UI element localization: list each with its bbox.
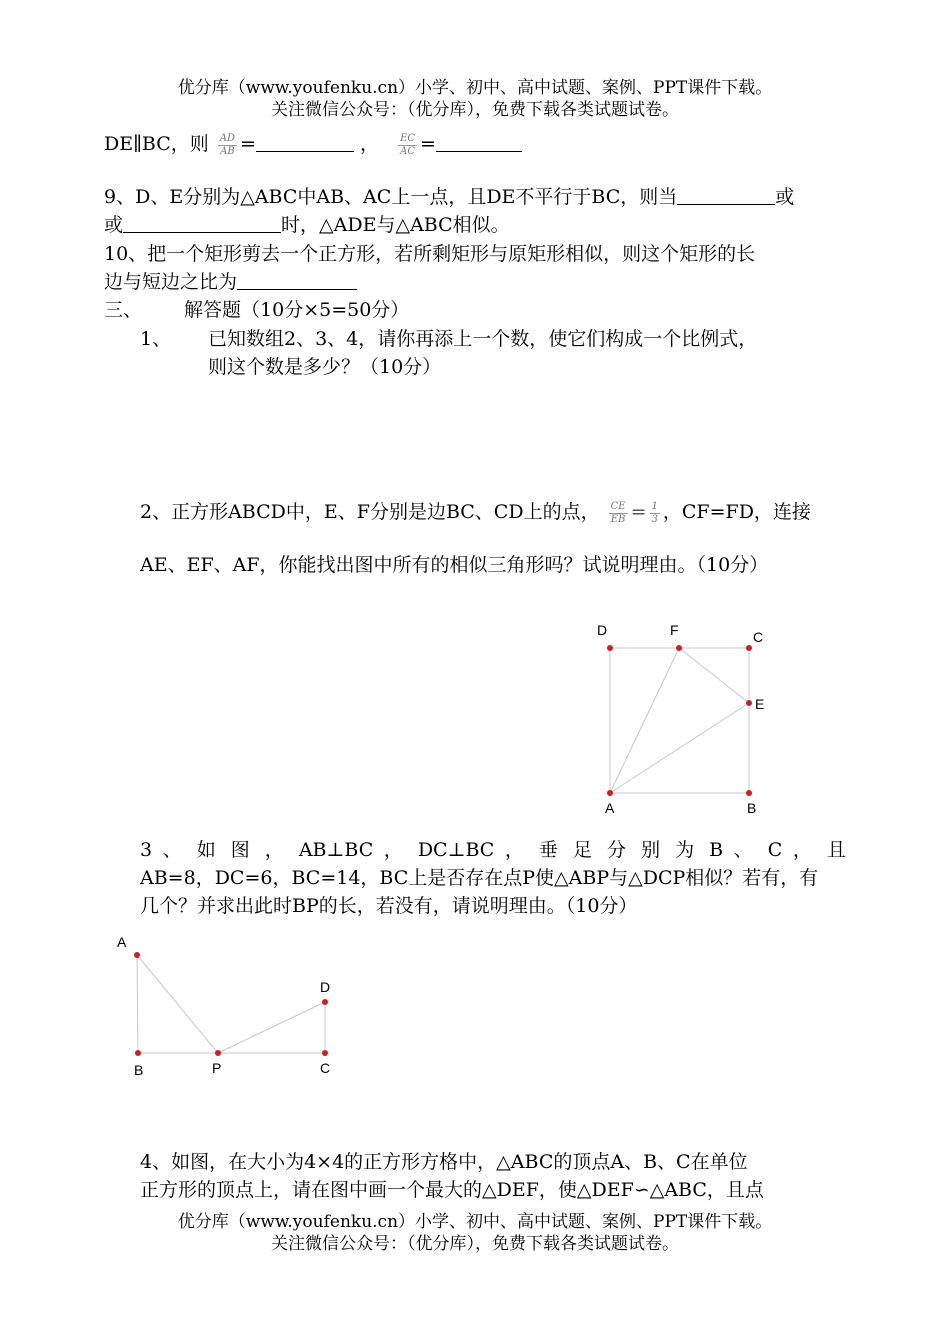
label-f: F (670, 622, 679, 638)
equals-sign: = (240, 133, 256, 155)
q8-fraction-ec-ac (398, 133, 417, 158)
q10-text: 边与短边之比为 (104, 271, 238, 293)
p4-line-2: 正方形的顶点上，请在图中画一个最大的△DEF，使△DEF∽△ABC，且点 (140, 1179, 764, 1201)
q8-prefix: DE∥BC，则 (104, 133, 209, 155)
label-c: C (320, 1060, 331, 1076)
p3-token: DC⊥BC (417, 839, 495, 861)
label-c: C (753, 629, 764, 645)
p3-token: 别 (641, 839, 665, 861)
point-a (134, 952, 140, 958)
p3-token: 、 (162, 839, 187, 861)
p2-fraction-one-third (650, 501, 660, 526)
segment-pd (218, 1002, 325, 1053)
answer-blank[interactable] (436, 133, 522, 152)
segment-fe (679, 648, 749, 703)
point-d (607, 645, 613, 651)
point-d (322, 999, 328, 1005)
answer-blank[interactable] (237, 271, 357, 290)
section-3-heading (104, 296, 409, 324)
p3-token: AB⊥BC (298, 839, 374, 861)
fraction-numerator: 1 (651, 500, 658, 512)
segment-ap (137, 955, 218, 1053)
q9-text: 9、D、E分别为△ABC中AB、AC上一点，且DE不平行于BC，则当 (104, 186, 678, 208)
perpendicular-figure (108, 930, 348, 1080)
label-b: B (134, 1062, 144, 1078)
p3-token: ， (383, 839, 408, 861)
q9-line-1 (104, 183, 794, 211)
p3-token: ， (264, 839, 289, 861)
point-a (607, 790, 613, 796)
segment-ae (610, 703, 749, 793)
p1-line-1: 已知数组2、3、4，请你再添上一个数，使它们构成一个比例式， (208, 328, 758, 350)
p3-line-2: AB=8，DC=6，BC=14，BC上是否存在点P使△ABP与△DCP相似？若有，有 (140, 867, 819, 889)
p2-text-a: 2、正方形ABCD中，E、F分别是边BC、CD上的点， (140, 501, 600, 523)
point-b (746, 790, 752, 796)
point-f (676, 645, 682, 651)
section-title: 解答题（10分×5=50分） (184, 299, 410, 321)
fraction-numerator: AD (219, 132, 236, 144)
p3-token: 为 (675, 839, 699, 861)
fraction-denominator: 3 (651, 513, 658, 525)
p2-line-2: AE、EF、AF，你能找出图中所有的相似三角形吗？试说明理由。（10分） (140, 554, 769, 576)
point-b (135, 1050, 141, 1056)
fraction-numerator: EC (400, 132, 416, 144)
answer-blank[interactable] (123, 214, 281, 233)
fraction-denominator: AB (220, 145, 235, 157)
point-c (322, 1050, 328, 1056)
label-d: D (597, 622, 608, 638)
p3-token: ， (792, 839, 817, 861)
q9-or: 或 (104, 214, 124, 236)
segment-ab (137, 955, 138, 1053)
p1-line-2: 则这个数是多少？（10分） (208, 356, 442, 378)
p3-token: 分 (607, 839, 631, 861)
q10-line-1: 10、把一个矩形剪去一个正方形，若所剩矩形与原矩形相似，则这个矩形的长 (104, 243, 756, 265)
p3-token: B (709, 839, 724, 861)
equals-sign: = (420, 133, 436, 155)
p2-fraction-ce-eb (609, 501, 628, 526)
header-line-1: 优分库（www.youfenku.cn）小学、初中、高中试题、案例、PPT课件下载。 (177, 78, 773, 98)
section-number: 三、 (104, 299, 143, 321)
label-a: A (117, 934, 127, 950)
q9-or: 或 (775, 186, 795, 208)
fraction-numerator: CE (610, 500, 626, 512)
equals-sign: = (630, 501, 647, 523)
label-b: B (747, 800, 757, 816)
p4-line-1: 4、如图，在大小为4×4的正方形方格中，△ABC的顶点A、B、C在单位 (140, 1151, 748, 1173)
p2-text-b: ，CF=FD，连接 (662, 501, 811, 523)
answer-blank[interactable] (677, 186, 775, 205)
p2-line-1 (140, 498, 811, 526)
q10-line-2 (104, 268, 357, 296)
p3-token: 、 (733, 839, 758, 861)
q8-fraction-ad-ab (218, 133, 237, 158)
q8-line (104, 130, 522, 158)
fraction-denominator: EB (610, 513, 626, 525)
point-p (215, 1050, 221, 1056)
p1-number: 1、 (140, 328, 172, 350)
fraction-denominator: AC (400, 145, 415, 157)
label-e: E (755, 696, 765, 712)
label-a: A (605, 800, 615, 816)
q9-tail: 时，△ADE与△ABC相似。 (281, 214, 510, 236)
answer-blank[interactable] (256, 133, 354, 152)
label-d: D (320, 979, 331, 995)
point-c (746, 645, 752, 651)
footer-line-1: 优分库（www.youfenku.cn）小学、初中、高中试题、案例、PPT课件下载。 (177, 1212, 773, 1232)
p3-line-3: 几个？并求出此时BP的长，若没有，请说明理由。（10分） (140, 895, 638, 917)
p3-token: 如 (196, 839, 221, 861)
q9-line-2 (104, 211, 510, 239)
p3-token: 足 (572, 839, 597, 861)
p3-token: 且 (826, 839, 846, 861)
p3-line-1 (140, 836, 846, 864)
p3-token: 垂 (538, 839, 563, 861)
p3-token: C (767, 839, 783, 861)
header-line-2: 关注微信公众号：（优分库），免费下载各类试题试卷。 (271, 100, 679, 120)
square-abcd-figure (585, 615, 775, 825)
label-p: P (212, 1060, 222, 1076)
p3-token: 图 (230, 839, 255, 861)
p3-token: ， (504, 839, 529, 861)
p3-token: 3 (140, 839, 153, 861)
footer-line-2: 关注微信公众号：（优分库），免费下载各类试题试卷。 (271, 1234, 679, 1254)
comma: ， (360, 133, 380, 155)
point-e (746, 700, 752, 706)
